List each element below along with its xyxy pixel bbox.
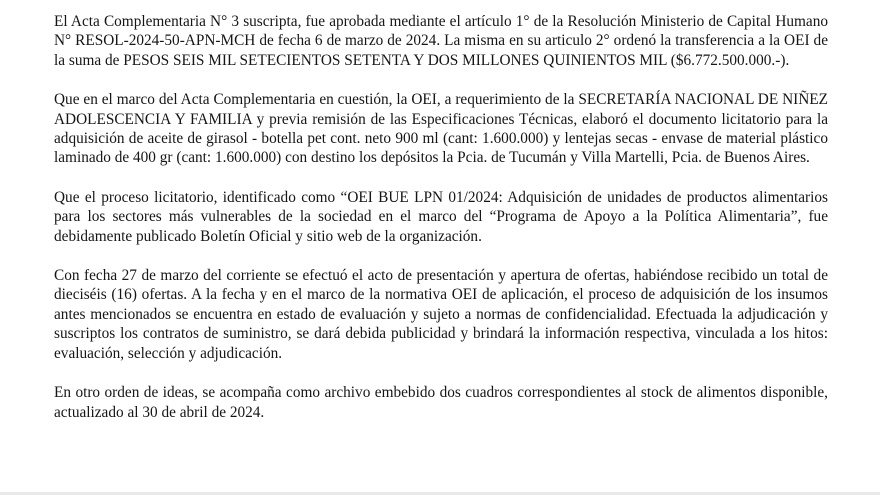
paragraph-documento-licitatorio: Que en el marco del Acta Complementaria en cuestión, la OEI, a requerimiento de la SECRETARÍA NACIONAL DE NIÑEZ ADOLESCENCIA Y FAMILIA y previa remisión de las Especificaciones Técnicas, elaboró el documento licitatorio para la adquisición de aceite de girasol - botella pet cont. neto 900 ml (cant: 1.600.000) y lentejas secas - envase de material plástico laminado de 400 gr (cant: 1.600.000) con destino los depósitos la Pcia. de Tucumán y Villa Martelli, Pcia. de Buenos Aires. bbox=[54, 91, 828, 167]
paragraph-proceso-licitatorio: Que el proceso licitatorio, identificado como “OEI BUE LPN 01/2024: Adquisición de unidades de productos alimentarios para los sectores más vulnerables de la sociedad en el marco del “Programa de Apoyo a la Política Alimentaria”, fue debidamente publicado Boletín Oficial y sitio web de la organización. bbox=[54, 188, 828, 245]
paragraph-apertura-ofertas: Con fecha 27 de marzo del corriente se efectuó el acto de presentación y apertura de ofertas, habiéndose recibido un total de dieciséis (16) ofertas. A la fecha y en el marco de la normativa OEI de aplicación, el proceso de adquisición de los insumos antes mencionados se encuentra en estado de evaluación y sujeto a normas de confidencialidad. Efectuada la adjudicación y suscriptos los contratos de suministro, se dará debida publicidad y brindará la información respectiva, vinculada a los hitos: evaluación, selección y adjudicación. bbox=[54, 267, 828, 362]
paragraph-acta-complementaria: El Acta Complementaria N° 3 suscripta, fue aprobada mediante el artículo 1° de la Resolución Ministerio de Capital Humano N° RESOL-2024-50-APN-MCH de fecha 6 de marzo de 2024. La misma en su articulo 2° ordenó la transferencia a la OEI de la suma de PESOS SEIS MIL SETECIENTOS SETENTA Y DOS MILLONES QUINIENTOS MIL ($6.772.500.000.-). bbox=[54, 13, 828, 69]
document-body bbox=[54, 12, 828, 442]
paragraph-stock-alimentos: En otro orden de ideas, se acompaña como archivo embebido dos cuadros correspondientes al stock de alimentos disponible, actualizado al 30 de abril de 2024. bbox=[54, 384, 828, 421]
